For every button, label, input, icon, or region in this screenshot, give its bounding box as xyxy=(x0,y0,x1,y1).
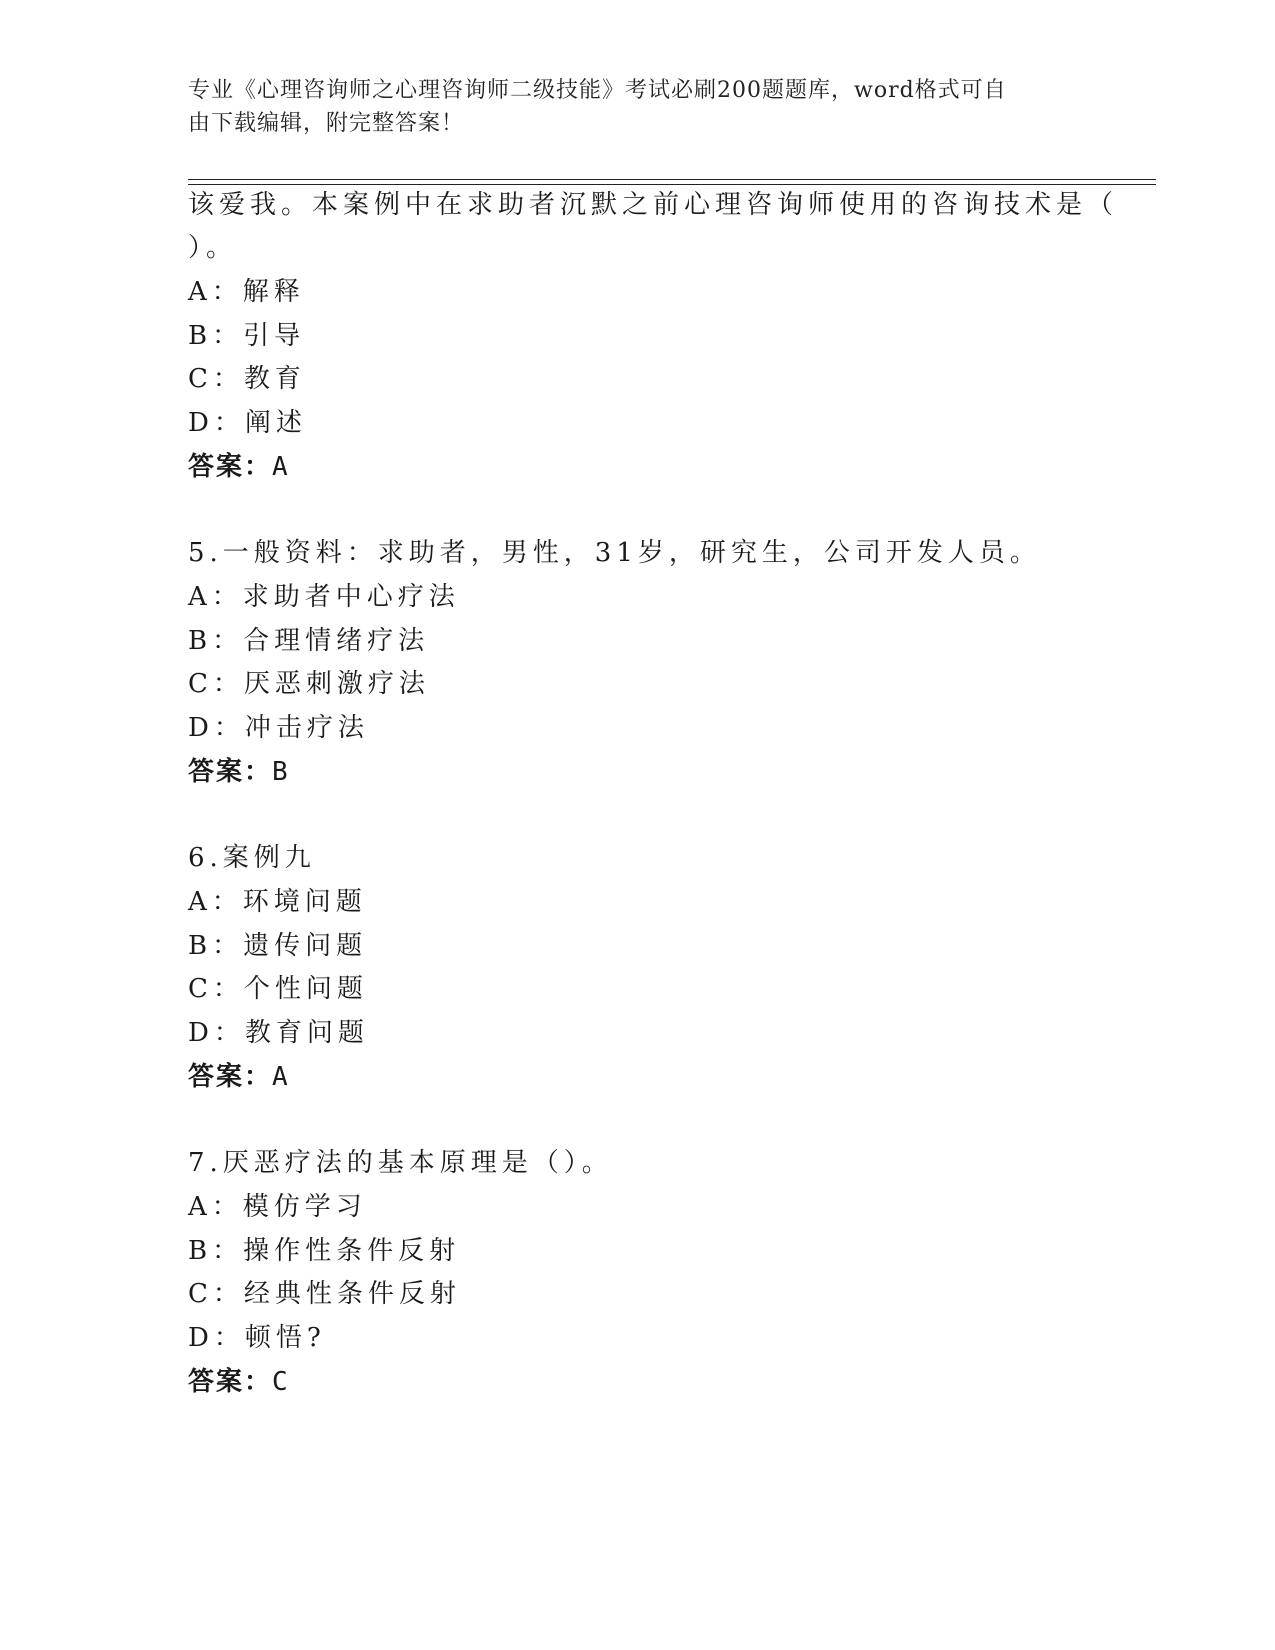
document-header xyxy=(188,74,1068,140)
option-c: C：教育 xyxy=(188,364,306,394)
answer-label: 答案： xyxy=(188,1062,273,1092)
answer-label: 答案： xyxy=(188,757,273,787)
option-b: B：合理情绪疗法 xyxy=(188,626,430,656)
option-d: D：冲击疗法 xyxy=(188,713,369,743)
question-stem: 7.厌恶疗法的基本原理是（）。 xyxy=(188,1148,613,1178)
answer-label: 答案： xyxy=(188,1367,273,1397)
header-divider-top xyxy=(188,179,1156,180)
answer-line xyxy=(188,1062,290,1092)
option-d: D：教育问题 xyxy=(188,1018,369,1048)
option-b: B：引导 xyxy=(188,321,306,351)
question-stem-continuation: ）。 xyxy=(188,233,238,263)
option-a: A：模仿学习 xyxy=(188,1192,367,1222)
question-stem: 5.一般资料：求助者，男性，31岁，研究生，公司开发人员。 xyxy=(188,538,1041,568)
answer-line xyxy=(188,452,290,482)
header-divider-bottom xyxy=(188,184,1156,185)
option-b: B：操作性条件反射 xyxy=(188,1236,461,1266)
option-a: A：求助者中心疗法 xyxy=(188,582,460,612)
option-c: C：经典性条件反射 xyxy=(188,1279,461,1309)
answer-value: A xyxy=(272,1062,290,1092)
answer-value: C xyxy=(272,1367,290,1397)
option-c: C：厌恶刺激疗法 xyxy=(188,669,430,699)
question-stem: 6.案例九 xyxy=(188,843,316,873)
question-stem: 该爱我。本案例中在求助者沉默之前心理咨询师使用的咨询技术是（ xyxy=(188,190,1119,220)
option-c: C：个性问题 xyxy=(188,974,368,1004)
option-d: D：顿悟? xyxy=(188,1323,326,1353)
answer-label: 答案： xyxy=(188,452,273,482)
answer-line xyxy=(188,1367,290,1397)
option-a: A：环境问题 xyxy=(188,887,367,917)
header-line-1: 专业《心理咨询师之心理咨询师二级技能》考试必刷200题题库，word格式可自 xyxy=(188,78,1007,103)
option-b: B：遗传问题 xyxy=(188,931,368,961)
answer-line xyxy=(188,757,290,787)
header-line-2: 由下载编辑，附完整答案！ xyxy=(188,111,465,136)
option-d: D：阐述 xyxy=(188,408,307,438)
answer-value: A xyxy=(272,452,290,482)
answer-value: B xyxy=(272,757,290,787)
option-a: A：解释 xyxy=(188,277,305,307)
